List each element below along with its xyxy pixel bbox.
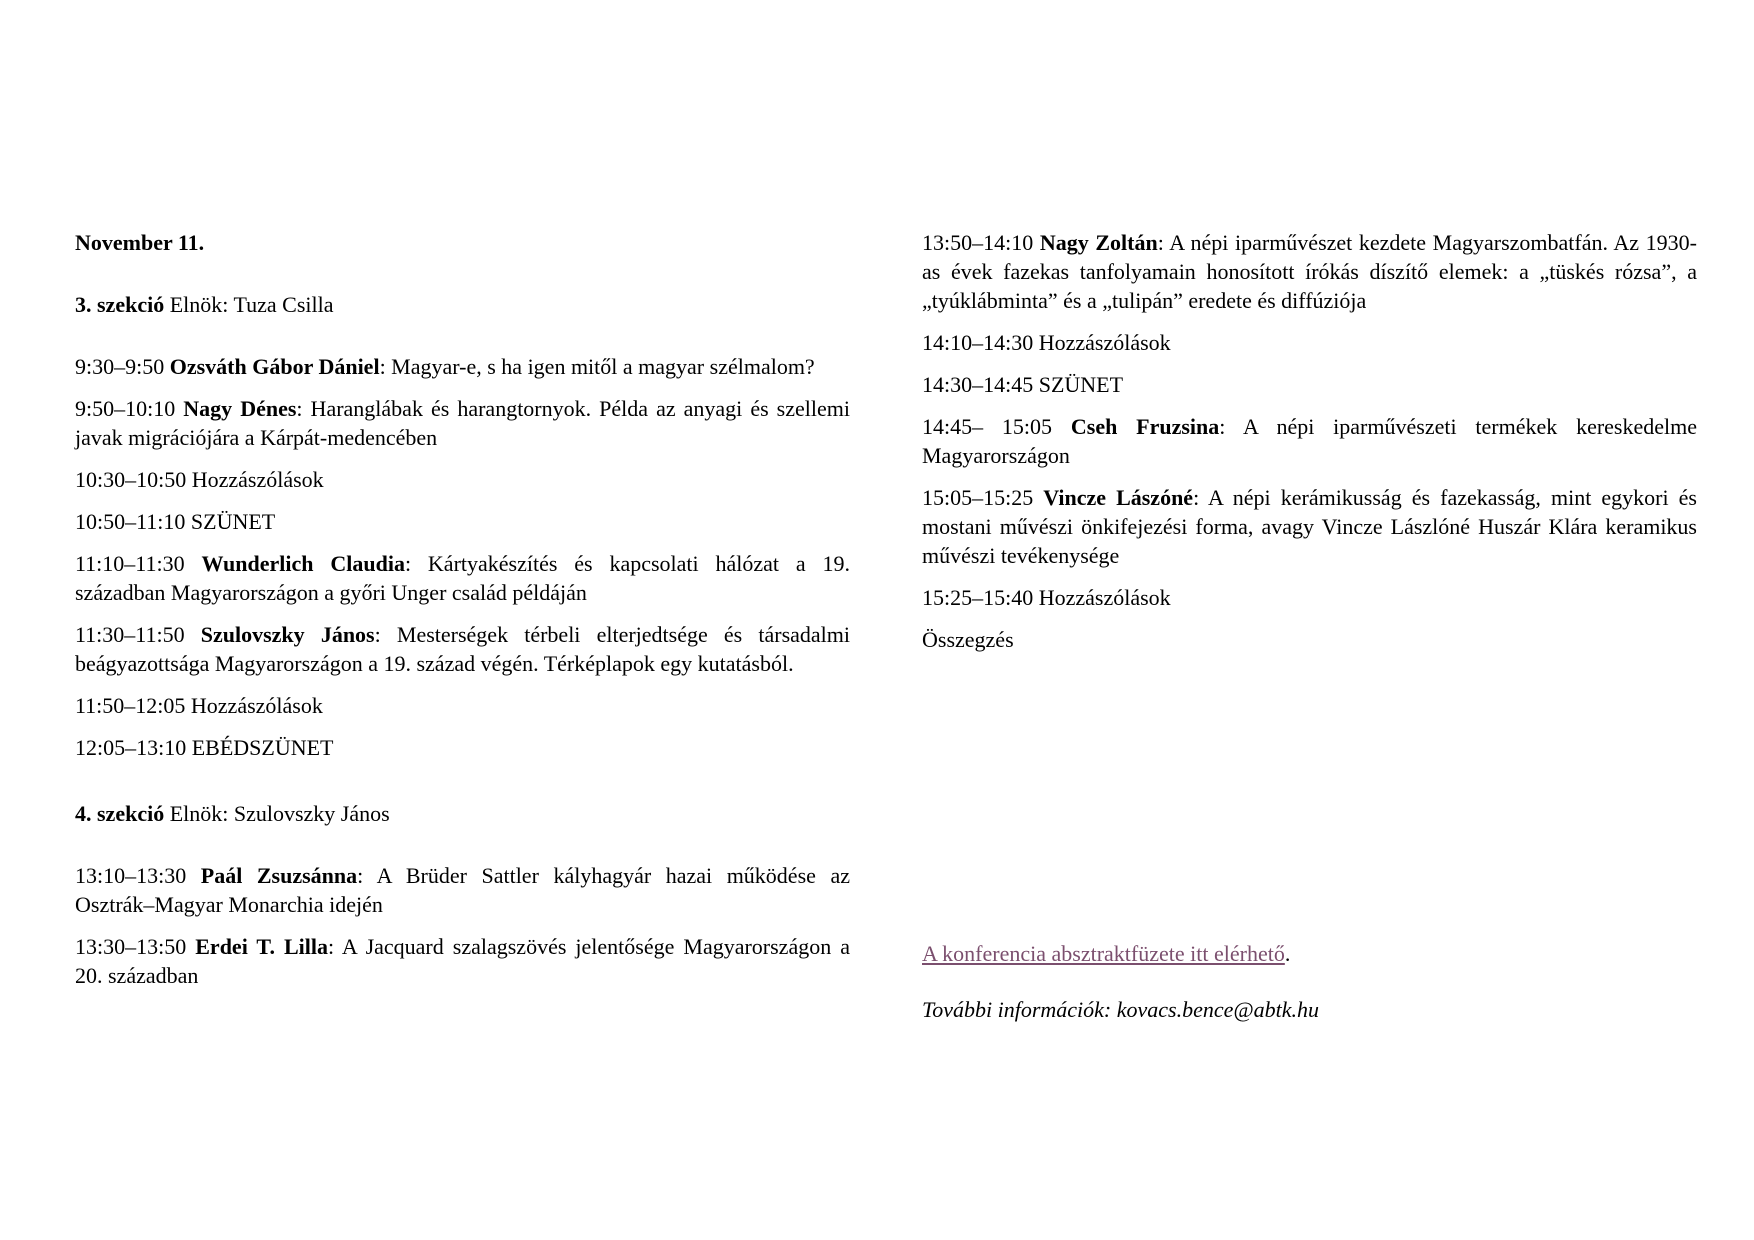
abstract-link-line xyxy=(922,939,1697,968)
section-chair: Elnök: Szulovszky János xyxy=(164,801,390,826)
speaker-name: Ozsváth Gábor Dániel xyxy=(169,354,380,379)
program-item xyxy=(922,483,1697,570)
speaker-name: Cseh Fruzsina xyxy=(1070,414,1220,439)
item-time: 14:10–14:30 Hozzászólások xyxy=(922,330,1171,355)
program-item xyxy=(75,507,850,536)
contact-info: További információk: kovacs.bence@abtk.hu xyxy=(922,997,1319,1022)
abstract-booklet-link[interactable]: A konferencia absztraktfüzete itt elérhető xyxy=(922,941,1285,966)
talk-title: : Haranglábak és harangtornyok. Példa az anyagi és szellemi javak migrációjára a Kárpát-medencében xyxy=(75,396,850,450)
program-item xyxy=(922,625,1697,654)
item-time: 15:05–15:25 xyxy=(922,485,1044,510)
talk-title: : A Jacquard szalagszövés jelentősége Magyarországon a 20. században xyxy=(75,934,850,988)
link-suffix: . xyxy=(1284,941,1291,966)
item-time: Összegzés xyxy=(922,627,1014,652)
program-item xyxy=(922,228,1697,315)
program-item xyxy=(922,370,1697,399)
date-heading: November 11. xyxy=(75,230,205,255)
program-item xyxy=(922,328,1697,357)
speaker-name: Erdei T. Lilla xyxy=(195,934,328,959)
item-time: 11:30–11:50 xyxy=(75,622,201,647)
item-time: 11:10–11:30 xyxy=(75,551,202,576)
section-chair: Elnök: Tuza Csilla xyxy=(164,292,334,317)
item-time: 9:30–9:50 xyxy=(75,354,170,379)
program-item xyxy=(75,394,850,452)
section-3-heading xyxy=(75,290,850,319)
program-item xyxy=(75,691,850,720)
item-time: 9:50–10:10 xyxy=(75,396,184,421)
section-label: 3. szekció xyxy=(75,292,165,317)
talk-title: : A népi kerámikusság és fazekasság, mint egykori és mostani művészi önkifejezési forma, avagy Vincze Lászlóné Huszár Klára keramikus művészi tevékenysége xyxy=(922,485,1697,568)
program-item xyxy=(75,549,850,607)
section-label: 4. szekció xyxy=(75,801,165,826)
speaker-name: Wunderlich Claudia xyxy=(201,551,405,576)
speaker-name: Nagy Zoltán xyxy=(1039,230,1158,255)
talk-title: : Magyar-e, s ha igen mitől a magyar szélmalom? xyxy=(379,354,815,379)
item-time: 13:50–14:10 xyxy=(922,230,1040,255)
item-time: 13:10–13:30 xyxy=(75,863,201,888)
talk-title: : A népi iparművészeti termékek kereskedelme Magyarországon xyxy=(922,414,1698,468)
program-item xyxy=(75,861,850,919)
program-item xyxy=(922,583,1697,612)
footer xyxy=(922,939,1697,1051)
item-time: 10:30–10:50 Hozzászólások xyxy=(75,467,324,492)
section-4-heading xyxy=(75,799,850,828)
item-time: 10:50–11:10 SZÜNET xyxy=(75,509,276,534)
program-item xyxy=(922,412,1697,470)
program-item xyxy=(75,352,850,381)
talk-title: : Mesterségek térbeli elterjedtsége és társadalmi beágyazottsága Magyarországon a 19. század végén. Térképlapok egy kutatásból. xyxy=(75,622,850,676)
talk-title: : A népi iparművészet kezdete Magyarszombatfán. Az 1930-as évek fazekas tanfolyamain honosított írókás díszítő elemek: a „tüskés rózsa”, a „tyúklábminta” és a „tulipán” eredete és diffúziója xyxy=(922,230,1697,313)
item-time: 14:45– 15:05 xyxy=(922,414,1071,439)
item-time: 13:30–13:50 xyxy=(75,934,196,959)
talk-title: : A Brüder Sattler kályhagyár hazai működése az Osztrák–Magyar Monarchia idején xyxy=(75,863,850,917)
program-item xyxy=(75,932,850,990)
speaker-name: Vincze Lászóné xyxy=(1043,485,1194,510)
speaker-name: Szulovszky János xyxy=(200,622,375,647)
talk-title: : Kártyakészítés és kapcsolati hálózat a 19. században Magyarországon a győri Unger család példáján xyxy=(75,551,850,605)
speaker-name: Nagy Dénes xyxy=(183,396,297,421)
item-time: 12:05–13:10 EBÉDSZÜNET xyxy=(75,735,334,760)
program-item xyxy=(75,465,850,494)
item-time: 15:25–15:40 Hozzászólások xyxy=(922,585,1171,610)
speaker-name: Paál Zsuzsánna xyxy=(200,863,358,888)
right-column xyxy=(922,228,1697,667)
item-time: 11:50–12:05 Hozzászólások xyxy=(75,693,323,718)
left-column xyxy=(75,228,850,1003)
item-time: 14:30–14:45 SZÜNET xyxy=(922,372,1124,397)
program-item xyxy=(75,620,850,678)
program-item xyxy=(75,733,850,762)
